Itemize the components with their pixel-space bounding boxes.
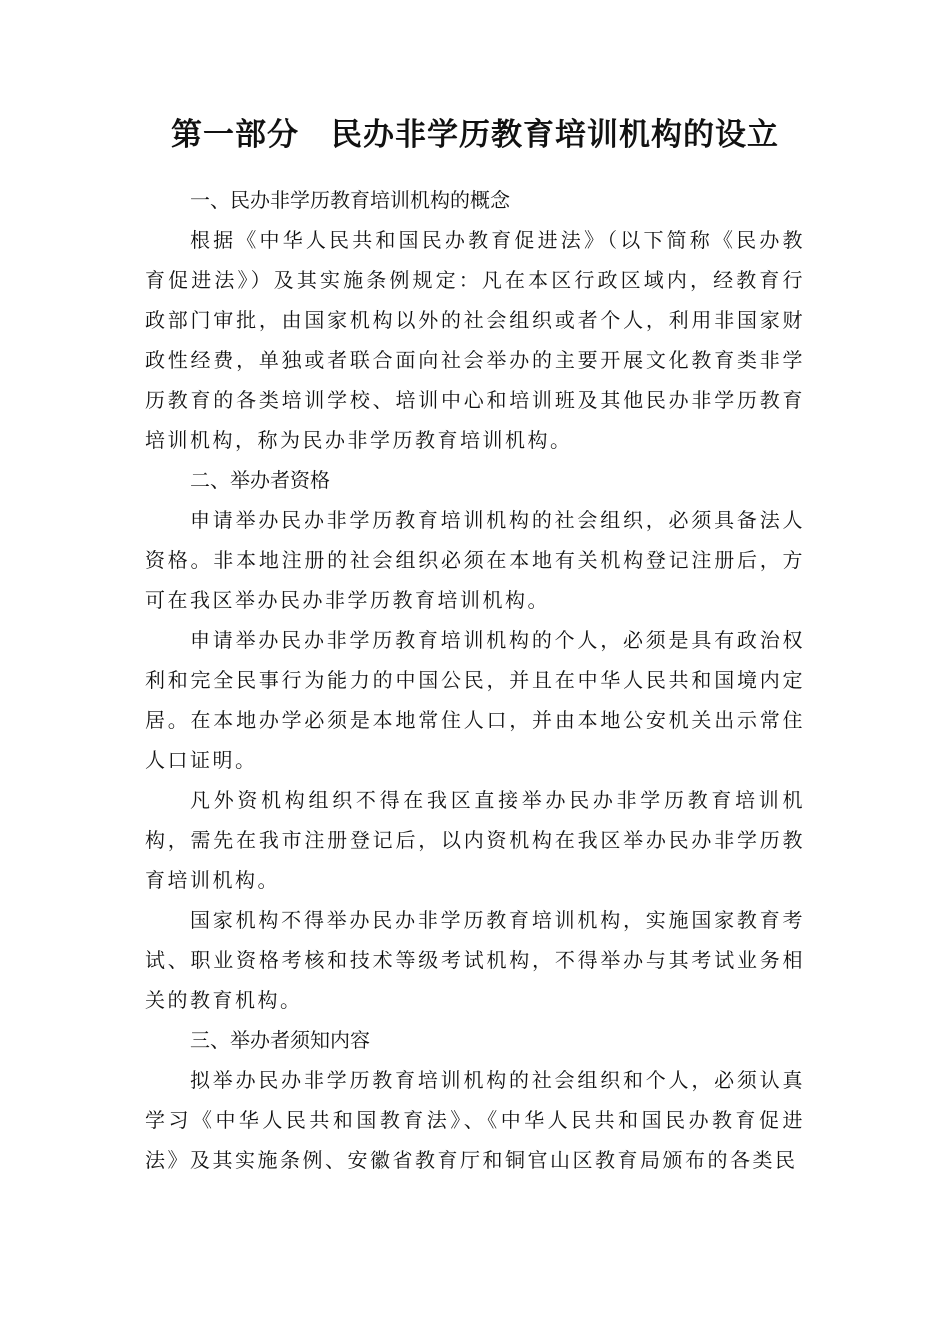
paragraph: 凡外资机构组织不得在我区直接举办民办非学历教育培训机构，需先在我市注册登记后，以内资机构在我区举办民办非学历教育培训机构。: [145, 788, 805, 892]
paragraph: 申请举办民办非学历教育培训机构的社会组织，必须具备法人资格。非本地注册的社会组织必须在本地有关机构登记注册后，方可在我区举办民办非学历教育培训机构。: [145, 508, 805, 612]
paragraph: 国家机构不得举办民办非学历教育培训机构，实施国家教育考试、职业资格考核和技术等级考试机构，不得举办与其考试业务相关的教育机构。: [145, 908, 805, 1012]
paragraph: 根据《中华人民共和国民办教育促进法》（以下简称《民办教育促进法》）及其实施条例规定：凡在本区行政区域内，经教育行政部门审批，由国家机构以外的社会组织或者个人，利用非国家财政性经费，单独或者联合面向社会举办的主要开展文化教育类非学历教育的各类培训学校、培训中心和培训班及其他民办非学历教育培训机构，称为民办非学历教育培训机构。: [145, 228, 805, 452]
paragraph: 拟举办民办非学历教育培训机构的社会组织和个人，必须认真学习《中华人民共和国教育法》、《中华人民共和国民办教育促进法》及其实施条例、安徽省教育厅和铜官山区教育局颁布的各类民: [145, 1068, 805, 1172]
section-heading: 一、民办非学历教育培训机构的概念: [190, 188, 510, 212]
paragraph: 申请举办民办非学历教育培训机构的个人，必须是具有政治权利和完全民事行为能力的中国公民，并且在中华人民共和国境内定居。在本地办学必须是本地常住人口，并由本地公安机关出示常住人口证明。: [145, 628, 805, 772]
section-heading: 三、举办者须知内容: [190, 1028, 370, 1052]
document-body: [145, 180, 805, 1180]
section-heading: 二、举办者资格: [190, 468, 330, 492]
page-title: 第一部分 民办非学历教育培训机构的设立: [171, 117, 779, 153]
